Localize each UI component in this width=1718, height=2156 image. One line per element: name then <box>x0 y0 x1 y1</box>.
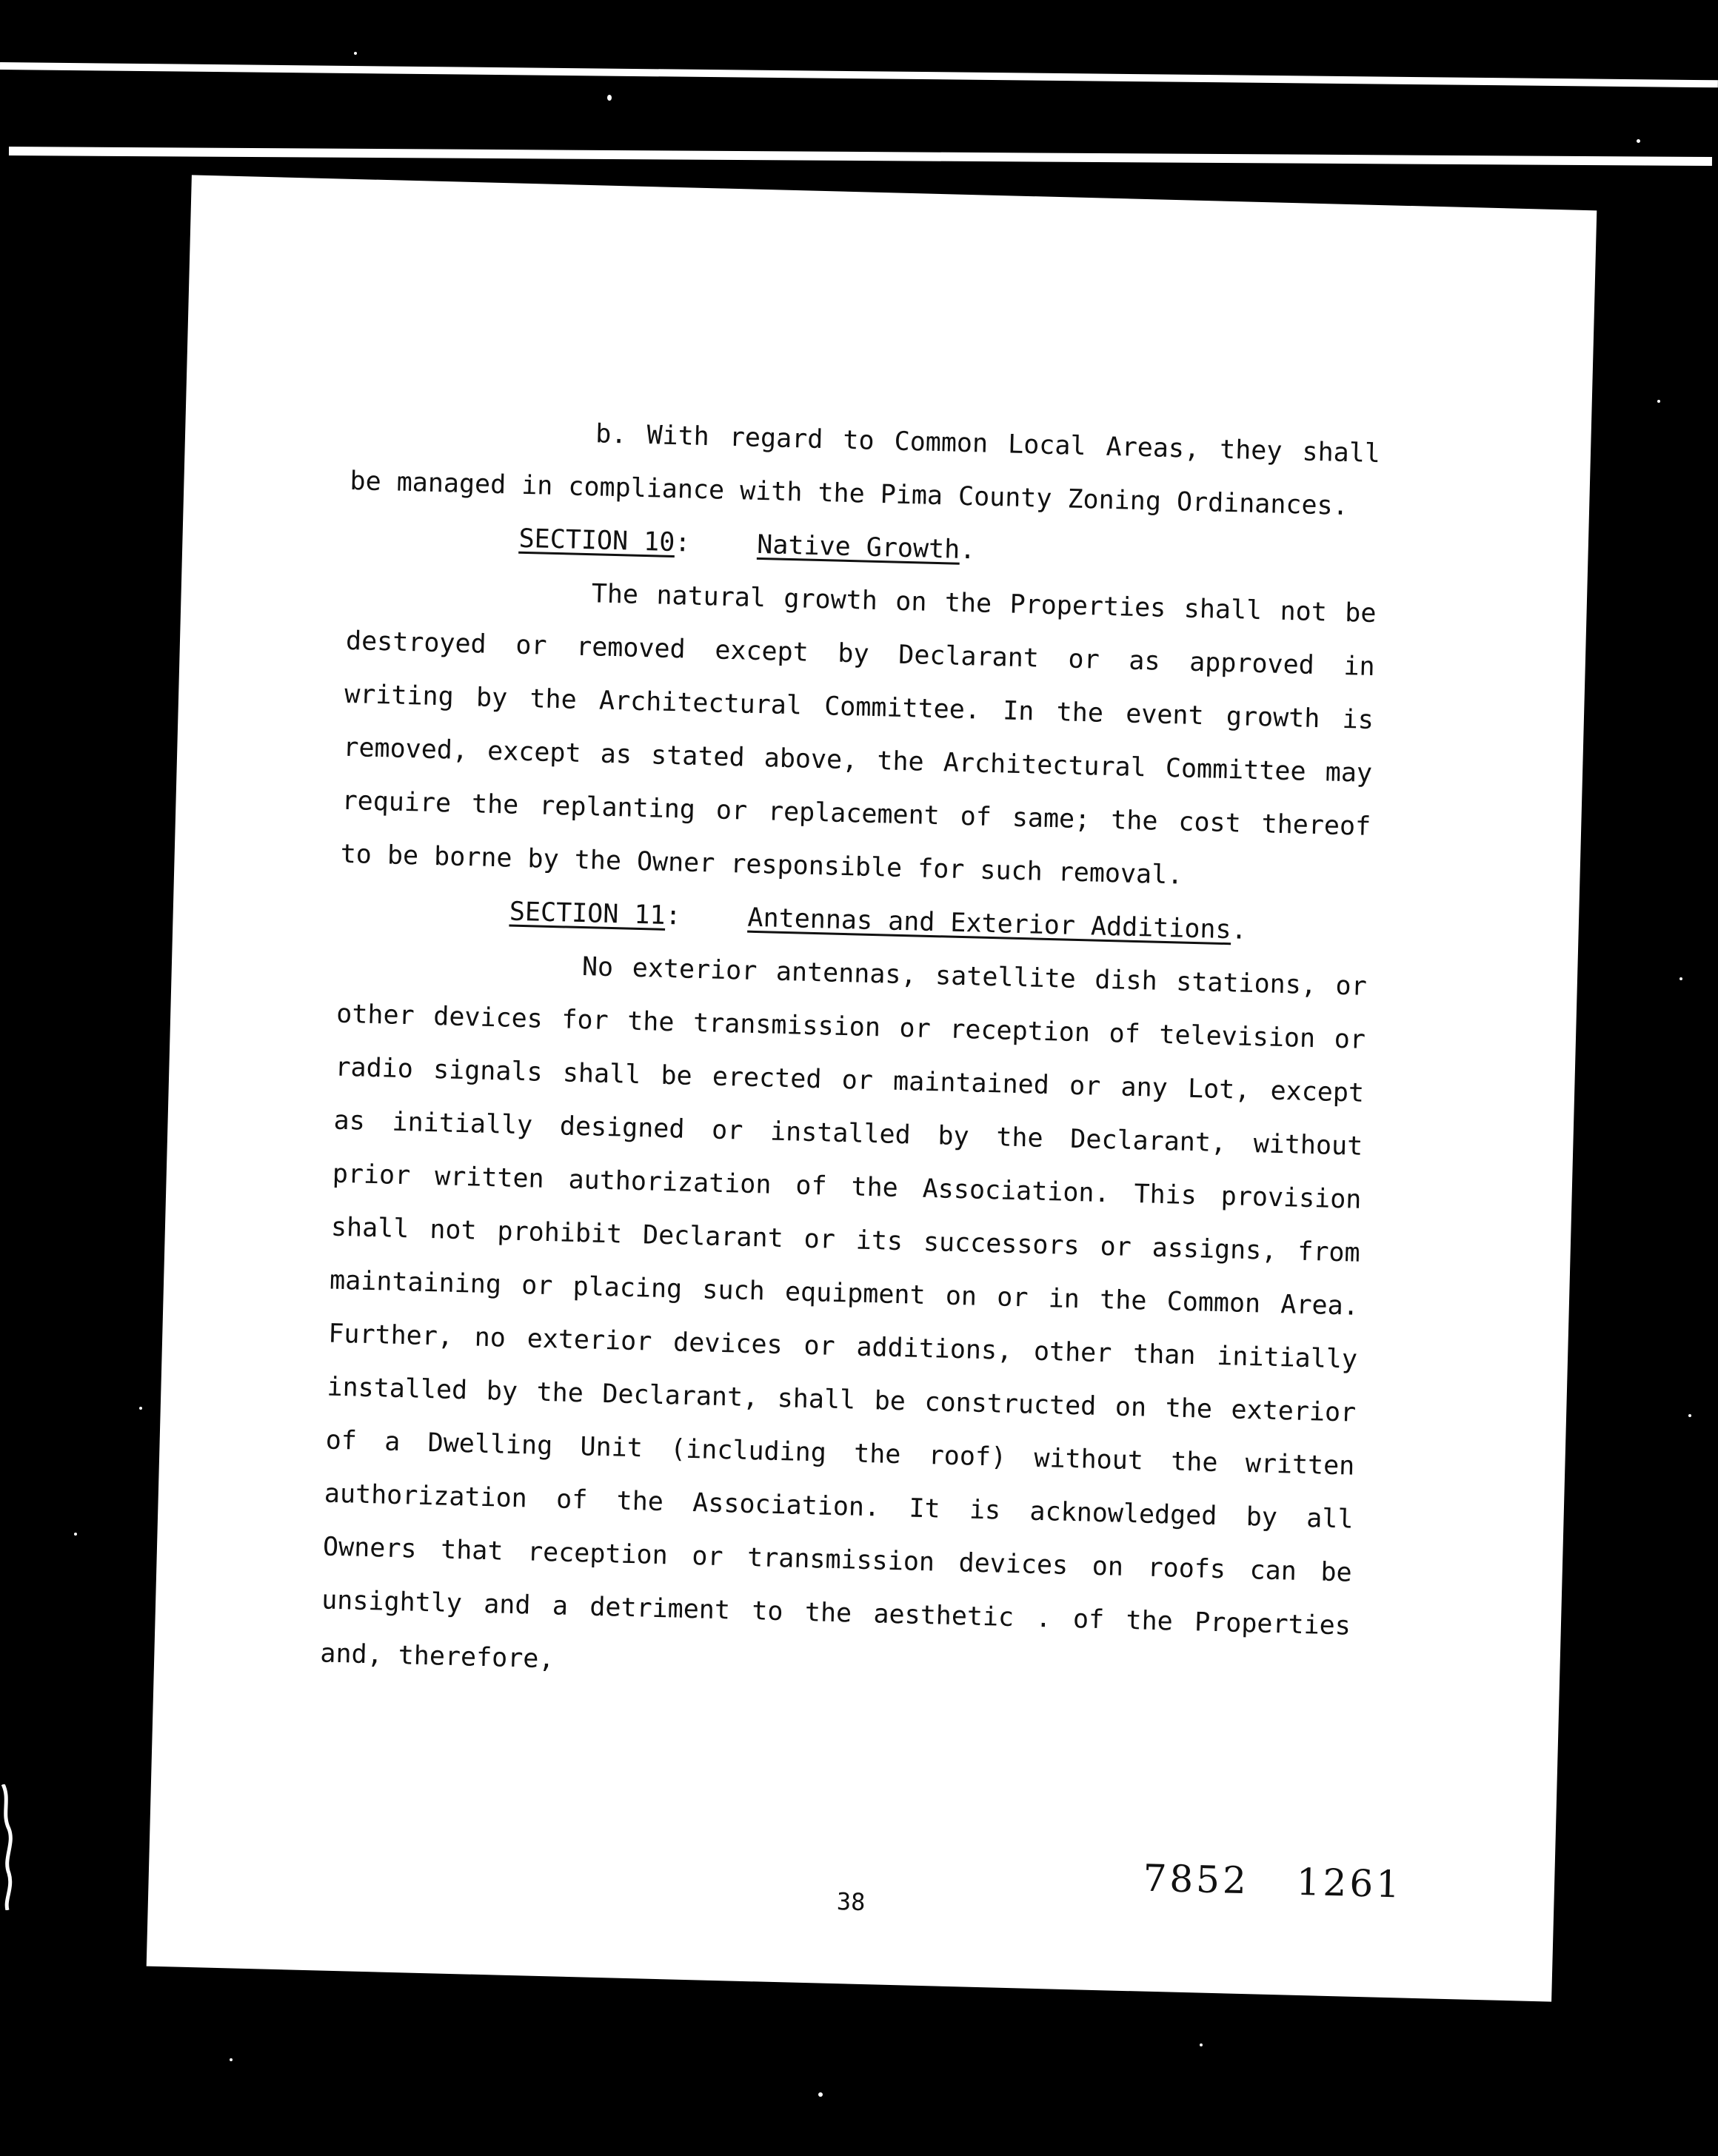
section-10-body: The natural growth on the Properties shall not be destroyed or removed except by Declarant or as approved in writing by the Architectural Committee. In the event growth is removed, except as stated above, the Architectural Committee may require the replanting or replacement of same; the cost thereof to be borne by the Owner responsible for such removal. <box>340 579 1377 891</box>
document-page <box>147 175 1597 2001</box>
scan-speck <box>1688 1414 1691 1417</box>
section-11-separator: : <box>665 900 682 931</box>
scan-speck <box>1637 139 1640 143</box>
scan-edge-artifact <box>0 1784 18 1910</box>
section-11-title: Antennas and Exterior Additions <box>747 903 1232 945</box>
section-11-label: SECTION 11 <box>509 897 666 931</box>
section-10-title-end: . <box>959 535 976 566</box>
paragraph-b: b. With regard to Common Local Areas, they shall be managed in compliance with the Pima County Zoning Ordinances. <box>350 419 1381 522</box>
scan-speck <box>1657 400 1660 403</box>
document-body <box>320 401 1381 1707</box>
stamp-docket-number: 7852 <box>1142 1856 1250 1903</box>
scan-speck <box>1679 977 1682 980</box>
scan-edge-line <box>0 62 1718 87</box>
scan-speck <box>230 2058 233 2061</box>
scan-edge-line <box>9 147 1712 166</box>
scan-speck <box>607 95 612 101</box>
scan-speck <box>139 1407 142 1410</box>
page-number: 38 <box>836 1887 866 1917</box>
scan-speck <box>1200 2043 1203 2046</box>
section-10-separator: : <box>674 528 691 558</box>
section-11-body: No exterior antennas, satellite dish stations, or other devices for the transmission or reception of television or radio signals shall be erected or maintained or any Lot, except as initially designed or installed by the Declarant, without prior written authorization of the Association. This provision shall not prohibit Declarant or its successors or assigns, from maintaining or placing such equipment on or in the Common Area. Further, no exterior devices or additions, other than initially installed by the Declarant, shall be constructed on the exterior of a Dwelling Unit (including the roof) without the written authorization of the Association. It is acknowledged by all Owners that reception or transmission devices on roofs can be unsightly and a detriment to the aesthetic . of the Properties and, therefore, <box>319 952 1368 1675</box>
section-10-label: SECTION 10 <box>518 523 675 558</box>
scan-speck <box>818 2092 823 2097</box>
stamp-page-number: 1261 <box>1296 1860 1403 1906</box>
scan-speck <box>74 1533 77 1536</box>
section-11-title-end: . <box>1231 915 1248 945</box>
scan-speck <box>354 52 357 55</box>
section-10-title: Native Growth <box>756 529 960 565</box>
